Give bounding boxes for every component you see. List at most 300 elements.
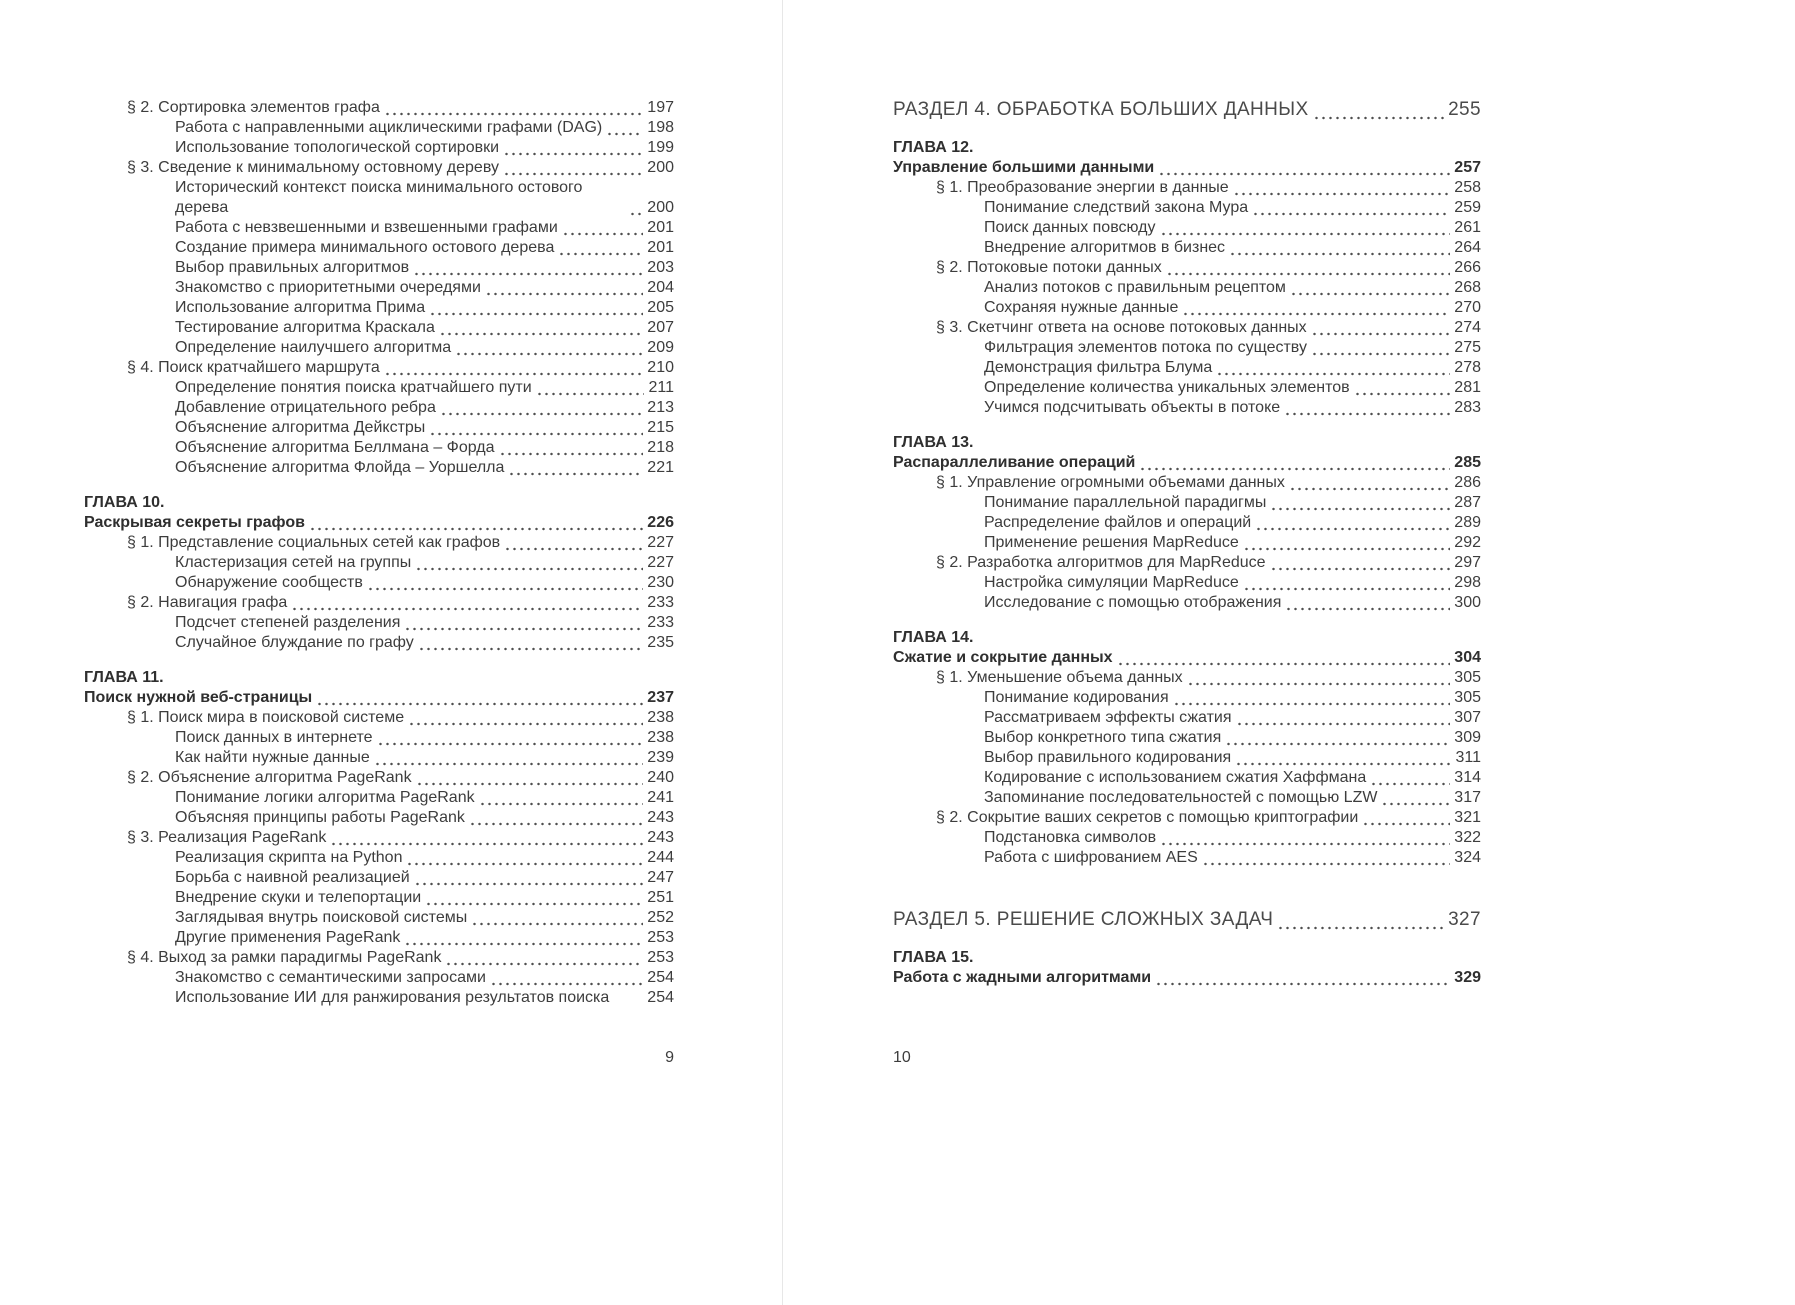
toc-entry-page: 297	[1454, 554, 1481, 571]
toc-entry-page: 268	[1454, 279, 1481, 296]
toc-entry-label: Анализ потоков с правильным рецептом	[984, 279, 1286, 296]
toc-entry-label: ГЛАВА 15.	[893, 949, 974, 966]
toc-entry-page: 285	[1454, 454, 1481, 471]
toc-entry	[893, 298, 1481, 318]
toc-entry-page: 238	[647, 729, 674, 746]
leader-dots	[1229, 244, 1450, 258]
leader-dots	[1202, 854, 1451, 868]
toc-entry-label: § 2. Навигация графа	[127, 594, 288, 611]
toc-entry-page: 200	[647, 159, 674, 176]
toc-entry-label: Применение решения MapReduce	[984, 534, 1239, 551]
toc-entry-label: Объясняя принципы работы PageRank	[175, 809, 465, 826]
toc-entry-label: Учимся подсчитывать объекты в потоке	[984, 399, 1281, 416]
leader-dots	[445, 954, 643, 968]
toc-entry-label: Сжатие и сокрытие данных	[893, 649, 1113, 666]
toc-entry-label: Обнаружение сообществ	[175, 574, 363, 591]
toc-entry-label: ГЛАВА 11.	[84, 669, 164, 686]
toc-entry	[84, 398, 674, 418]
toc-entry-page: 254	[647, 989, 674, 1006]
toc-entry-page: 322	[1454, 829, 1481, 846]
leader-dots	[1117, 654, 1451, 668]
toc-entry-page: 197	[647, 99, 674, 116]
leader-dots	[536, 384, 645, 398]
toc-entry-label: § 2. Сокрытие ваших секретов с помощью криптографии	[936, 809, 1359, 826]
leader-dots	[384, 104, 643, 118]
toc-entry-page: 240	[647, 769, 674, 786]
toc-entry	[84, 708, 674, 728]
toc-entry-page: 211	[648, 379, 674, 396]
toc-entry-label: Реализация скрипта на Python	[175, 849, 403, 866]
toc-entry	[84, 378, 674, 398]
toc-entry	[84, 533, 674, 553]
toc-entry-label: ГЛАВА 14.	[893, 629, 974, 646]
toc-entry-label: ГЛАВА 10.	[84, 494, 165, 511]
toc-entry-page: 259	[1454, 199, 1481, 216]
toc-entry-label: Рассматриваем эффекты сжатия	[984, 709, 1232, 726]
toc-entry	[84, 748, 674, 768]
toc-entry-page: 218	[647, 439, 674, 456]
toc-entry	[84, 848, 674, 868]
toc-entry-label: Демонстрация фильтра Блума	[984, 359, 1213, 376]
leader-dots	[1216, 364, 1450, 378]
leader-dots	[367, 579, 643, 593]
leader-dots	[404, 934, 643, 948]
toc-entry	[84, 258, 674, 278]
toc-entry-page: 309	[1454, 729, 1481, 746]
toc-entry-label: Распределение файлов и операций	[984, 514, 1252, 531]
toc-entry-page: 274	[1454, 319, 1481, 336]
leader-dots	[1173, 694, 1451, 708]
toc-entry	[84, 728, 674, 748]
toc-entry-page: 255	[1448, 99, 1481, 120]
toc-entry	[893, 533, 1481, 553]
leader-dots	[1225, 734, 1450, 748]
toc-entry-label: § 2. Объяснение алгоритма PageRank	[127, 769, 412, 786]
toc-entry	[893, 358, 1481, 378]
toc-entry	[84, 593, 674, 613]
toc-entry-page: 227	[647, 534, 674, 551]
leader-dots	[1252, 204, 1450, 218]
toc-entry-page: 243	[647, 809, 674, 826]
toc-entry-label: Знакомство с приоритетными очередями	[175, 279, 481, 296]
leader-dots	[413, 264, 643, 278]
leader-dots	[408, 714, 643, 728]
toc-entry	[893, 908, 1481, 932]
toc-entry	[893, 648, 1481, 668]
leader-dots	[606, 124, 643, 138]
toc-entry-page: 314	[1454, 769, 1481, 786]
toc-entry	[893, 628, 1481, 648]
toc-entry	[893, 728, 1481, 748]
leader-dots	[613, 994, 643, 1008]
toc-entry-label: Поиск данных в интернете	[175, 729, 373, 746]
toc-entry	[893, 593, 1481, 613]
toc-entry	[893, 218, 1481, 238]
toc-entry	[893, 198, 1481, 218]
leader-dots	[1313, 108, 1445, 122]
toc-entry	[893, 688, 1481, 708]
leader-dots	[1243, 539, 1451, 553]
toc-entry-label: § 1. Уменьшение объема данных	[936, 669, 1183, 686]
toc-entry-page: 287	[1454, 494, 1481, 511]
toc-entry-page: 251	[647, 889, 674, 906]
toc-entry-label: Подстановка символов	[984, 829, 1157, 846]
toc-entry	[84, 138, 674, 158]
toc-entry-label: Использование ИИ для ранжирования результатов поиска	[175, 989, 610, 1006]
toc-entry-page: 199	[647, 139, 674, 156]
toc-entry	[893, 848, 1481, 868]
toc-page-right	[893, 0, 1481, 988]
leader-dots	[503, 144, 643, 158]
toc-entry	[893, 158, 1481, 178]
toc-entry-page: 258	[1454, 179, 1481, 196]
toc-entry-label: Работа с направленными ациклическими графами (DAG)	[175, 119, 603, 136]
leader-dots	[1155, 974, 1450, 988]
toc-entry-page: 227	[647, 554, 674, 571]
toc-entry-page: 204	[647, 279, 674, 296]
toc-entry	[893, 668, 1481, 688]
toc-entry-label: Внедрение скуки и телепортации	[175, 889, 422, 906]
leader-dots	[1311, 324, 1451, 338]
toc-entry-label: Запоминание последовательностей с помощью LZW	[984, 789, 1378, 806]
toc-entry-label: § 1. Поиск мира в поисковой системе	[127, 709, 405, 726]
toc-entry-page: 283	[1454, 399, 1481, 416]
toc-entry-label: РАЗДЕЛ 4. ОБРАБОТКА БОЛЬШИХ ДАННЫХ	[893, 99, 1309, 120]
toc-entry	[893, 708, 1481, 728]
toc-entry-label: Подсчет степеней разделения	[175, 614, 401, 631]
toc-entry	[893, 258, 1481, 278]
leader-dots	[1243, 579, 1451, 593]
toc-entry-label: Заглядывая внутрь поисковой системы	[175, 909, 468, 926]
leader-dots	[479, 794, 644, 808]
toc-entry-label: Внедрение алгоритмов в бизнес	[984, 239, 1226, 256]
toc-entry-page: 221	[647, 459, 674, 476]
toc-entry-label: Борьба с наивной реализацией	[175, 869, 410, 886]
toc-entry	[84, 888, 674, 908]
toc-entry-label: Работа с шифрованием AES	[984, 849, 1198, 866]
leader-dots	[490, 974, 643, 988]
leader-dots	[1139, 459, 1450, 473]
toc-entry	[893, 138, 1481, 158]
leader-dots	[1277, 918, 1444, 932]
leader-dots	[330, 834, 643, 848]
toc-entry	[84, 948, 674, 968]
toc-entry	[84, 218, 674, 238]
toc-entry-page: 215	[647, 419, 674, 436]
toc-entry-label: Как найти нужные данные	[175, 749, 370, 766]
toc-entry-label: § 3. Скетчинг ответа на основе потоковых данных	[936, 319, 1307, 336]
toc-entry	[84, 493, 674, 513]
leader-dots	[471, 914, 643, 928]
toc-entry-label: Использование алгоритма Прима	[175, 299, 426, 316]
leader-dots	[439, 324, 643, 338]
toc-entry	[84, 573, 674, 593]
toc-entry-label: Определение понятия поиска кратчайшего пути	[175, 379, 532, 396]
toc-entry-page: 203	[647, 259, 674, 276]
toc-entry-label: Кластеризация сетей на группы	[175, 554, 412, 571]
leader-dots	[629, 204, 643, 218]
leader-dots	[1166, 264, 1451, 278]
toc-entry-label: Сохраняя нужные данные	[984, 299, 1179, 316]
toc-entry	[84, 788, 674, 808]
toc-entry-page: 329	[1454, 969, 1481, 986]
leader-dots	[1311, 344, 1450, 358]
toc-entry	[893, 828, 1481, 848]
toc-entry	[84, 808, 674, 828]
toc-entry-page: 275	[1454, 339, 1481, 356]
toc-entry	[84, 553, 674, 573]
toc-entry-page: 264	[1454, 239, 1481, 256]
leader-dots	[1182, 304, 1450, 318]
toc-entry-label: § 3. Сведение к минимальному остовному дереву	[127, 159, 499, 176]
toc-entry-page: 207	[647, 319, 674, 336]
toc-entry	[84, 868, 674, 888]
toc-entry	[84, 338, 674, 358]
toc-entry-label: Исследование с помощью отображения	[984, 594, 1282, 611]
toc-entry-page: 281	[1454, 379, 1481, 396]
toc-entry-label: § 1. Управление огромными объемами данных	[936, 474, 1285, 491]
toc-entry-label: Поиск данных повсюду	[984, 219, 1156, 236]
toc-entry-page: 226	[647, 514, 674, 531]
toc-entry	[893, 378, 1481, 398]
toc-entry-label: Распараллеливание операций	[893, 454, 1136, 471]
toc-entry	[84, 158, 674, 178]
leader-dots	[416, 774, 644, 788]
toc-entry	[893, 788, 1481, 808]
toc-entry-label: Случайное блуждание по графу	[175, 634, 414, 651]
toc-entry	[893, 513, 1481, 533]
toc-entry-page: 201	[647, 219, 674, 236]
toc-entry	[84, 118, 674, 138]
toc-entry-page: 230	[647, 574, 674, 591]
toc-entry-label: § 1. Представление социальных сетей как графов	[127, 534, 501, 551]
toc-entry-page: 305	[1454, 689, 1481, 706]
page-divider	[782, 0, 783, 1305]
leader-dots	[415, 559, 643, 573]
leader-dots	[1381, 794, 1450, 808]
toc-entry-page: 305	[1454, 669, 1481, 686]
toc-entry-label: Управление большими данными	[893, 159, 1155, 176]
toc-entry	[893, 398, 1481, 418]
leader-dots	[1236, 714, 1451, 728]
leader-dots	[485, 284, 643, 298]
toc-entry	[84, 418, 674, 438]
toc-entry	[84, 438, 674, 458]
toc-entry-label: Раскрывая секреты графов	[84, 514, 305, 531]
toc-entry	[893, 948, 1481, 968]
toc-entry-page: 239	[647, 749, 674, 766]
toc-entry	[84, 613, 674, 633]
page-number-left: 9	[665, 1049, 674, 1066]
leader-dots	[1158, 164, 1450, 178]
toc-entry-label: Настройка симуляции MapReduce	[984, 574, 1239, 591]
toc-entry-page: 254	[647, 969, 674, 986]
leader-dots	[404, 619, 643, 633]
toc-entry	[893, 768, 1481, 788]
toc-entry-page: 321	[1454, 809, 1481, 826]
leader-dots	[291, 599, 643, 613]
toc-entry	[84, 968, 674, 988]
leader-dots	[440, 404, 643, 418]
leader-dots	[1255, 519, 1450, 533]
toc-entry-label: Работа с жадными алгоритмами	[893, 969, 1152, 986]
toc-entry	[893, 968, 1481, 988]
toc-entry-page: 307	[1454, 709, 1481, 726]
toc-entry	[893, 493, 1481, 513]
toc-entry-label: Объяснение алгоритма Дейкстры	[175, 419, 426, 436]
toc-entry	[84, 358, 674, 378]
leader-dots	[508, 464, 643, 478]
toc-entry-page: 327	[1448, 909, 1481, 930]
toc-entry	[84, 688, 674, 708]
toc-entry	[84, 178, 674, 218]
toc-entry	[893, 178, 1481, 198]
leader-dots	[316, 694, 643, 708]
toc-entry	[84, 908, 674, 928]
toc-entry-page: 304	[1454, 649, 1481, 666]
toc-entry-label: § 2. Разработка алгоритмов для MapReduce	[936, 554, 1266, 571]
toc-entry-label: Кодирование с использованием сжатия Хаффмана	[984, 769, 1367, 786]
leader-dots	[1370, 774, 1450, 788]
toc-entry	[84, 988, 674, 1008]
toc-entry-page: 324	[1454, 849, 1481, 866]
toc-entry	[84, 513, 674, 533]
leader-dots	[1160, 834, 1450, 848]
toc-entry	[893, 748, 1481, 768]
toc-entry-page: 244	[647, 849, 674, 866]
leader-dots	[1270, 559, 1451, 573]
toc-entry	[893, 318, 1481, 338]
leader-dots	[406, 854, 643, 868]
toc-entry	[893, 473, 1481, 493]
toc-entry-page: 241	[647, 789, 674, 806]
toc-entry	[84, 298, 674, 318]
toc-entry	[84, 318, 674, 338]
toc-entry-label: Добавление отрицательного ребра	[175, 399, 436, 416]
toc-entry	[893, 573, 1481, 593]
toc-entry-page: 286	[1454, 474, 1481, 491]
leader-dots	[384, 364, 643, 378]
toc-entry-page: 253	[647, 929, 674, 946]
toc-entry-label: Работа с невзвешенными и взвешенными графами	[175, 219, 558, 236]
toc-entry-label: Использование топологической сортировки	[175, 139, 500, 156]
toc-entry-page: 233	[647, 594, 674, 611]
toc-entry-label: Исторический контекст поиска минимального остового дерева	[175, 179, 583, 216]
leader-dots	[469, 814, 643, 828]
toc-entry-label: Выбор правильных алгоритмов	[175, 259, 410, 276]
toc-entry	[84, 828, 674, 848]
toc-entry	[893, 278, 1481, 298]
toc-entry-page: 257	[1454, 159, 1481, 176]
toc-entry-label: РАЗДЕЛ 5. РЕШЕНИЕ СЛОЖНЫХ ЗАДАЧ	[893, 909, 1274, 930]
toc-entry-label: Другие применения PageRank	[175, 929, 401, 946]
leader-dots	[455, 344, 643, 358]
toc-entry-label: Определение наилучшего алгоритма	[175, 339, 452, 356]
leader-dots	[429, 424, 643, 438]
toc-entry-page: 243	[647, 829, 674, 846]
leader-dots	[414, 874, 644, 888]
toc-entry-label: § 4. Поиск кратчайшего маршрута	[127, 359, 380, 376]
toc-entry-label: § 2. Сортировка элементов графа	[127, 99, 380, 116]
toc-entry-label: § 2. Потоковые потоки данных	[936, 259, 1162, 276]
toc-entry-page: 289	[1454, 514, 1481, 531]
toc-entry-page: 261	[1454, 219, 1481, 236]
toc-entry-page: 198	[647, 119, 674, 136]
toc-entry-page: 210	[647, 359, 674, 376]
toc-entry	[84, 238, 674, 258]
leader-dots	[1233, 184, 1451, 198]
toc-entry-label: § 4. Выход за рамки парадигмы PageRank	[127, 949, 442, 966]
toc-entry-label: Создание примера минимального остового дерева	[175, 239, 555, 256]
leader-dots	[558, 244, 643, 258]
leader-dots	[1354, 384, 1451, 398]
toc-entry-page: 270	[1454, 299, 1481, 316]
toc-entry-page: 247	[647, 869, 674, 886]
toc-entry	[84, 278, 674, 298]
toc-entry	[84, 668, 674, 688]
toc-entry	[84, 98, 674, 118]
toc-entry-label: Понимание логики алгоритма PageRank	[175, 789, 475, 806]
leader-dots	[429, 304, 643, 318]
toc-entry-label: Объяснение алгоритма Беллмана – Форда	[175, 439, 495, 456]
toc-entry-label: Объяснение алгоритма Флойда – Уоршелла	[175, 459, 505, 476]
leader-dots	[503, 164, 643, 178]
toc-entry-page: 292	[1454, 534, 1481, 551]
leader-dots	[377, 734, 644, 748]
leader-dots	[418, 639, 644, 653]
toc-entry-label: Понимание кодирования	[984, 689, 1169, 706]
toc-entry-page: 278	[1454, 359, 1481, 376]
toc-entry-page: 213	[647, 399, 674, 416]
toc-entry-page: 201	[647, 239, 674, 256]
toc-entry-page: 311	[1455, 749, 1481, 766]
leader-dots	[374, 754, 644, 768]
toc-entry	[893, 808, 1481, 828]
toc-entry-page: 237	[647, 689, 674, 706]
toc-page-left	[84, 0, 674, 1008]
leader-dots	[425, 894, 643, 908]
toc-entry	[84, 458, 674, 478]
toc-entry-label: § 1. Преобразование энергии в данные	[936, 179, 1229, 196]
toc-entry	[84, 768, 674, 788]
leader-dots	[1187, 674, 1451, 688]
toc-entry	[893, 238, 1481, 258]
toc-entry	[84, 928, 674, 948]
toc-entry	[893, 338, 1481, 358]
toc-entry-label: ГЛАВА 13.	[893, 434, 974, 451]
toc-entry-label: Поиск нужной веб-страницы	[84, 689, 313, 706]
toc-entry-label: Выбор конкретного типа сжатия	[984, 729, 1222, 746]
toc-entry	[893, 98, 1481, 122]
toc-entry	[893, 553, 1481, 573]
toc-entry-page: 317	[1454, 789, 1481, 806]
toc-entry-label: Тестирование алгоритма Краскала	[175, 319, 435, 336]
toc-entry-label: Определение количества уникальных элементов	[984, 379, 1350, 396]
toc-entry-page: 233	[647, 614, 674, 631]
leader-dots	[499, 444, 644, 458]
leader-dots	[1285, 599, 1450, 613]
toc-entry-page: 238	[647, 709, 674, 726]
toc-entry	[84, 633, 674, 653]
toc-entry	[893, 433, 1481, 453]
leader-dots	[1284, 404, 1450, 418]
toc-entry-page: 253	[647, 949, 674, 966]
page-number-right: 10	[893, 1049, 911, 1066]
leader-dots	[309, 519, 643, 533]
leader-dots	[1270, 499, 1450, 513]
toc-entry-page: 209	[647, 339, 674, 356]
toc-entry-page: 300	[1454, 594, 1481, 611]
